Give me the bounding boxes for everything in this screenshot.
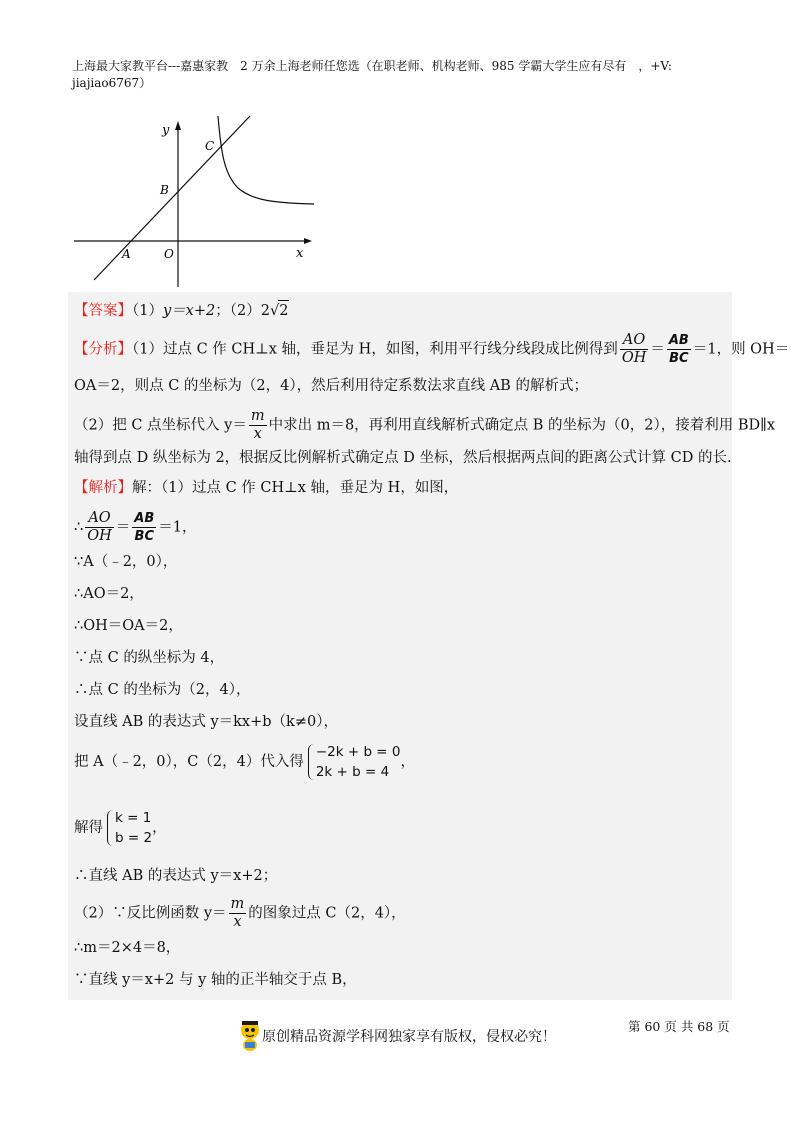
fraction-ao-oh: $\frac{AO}{OH}$ [621,332,647,366]
solution-line-14: ∵直线 y＝x+2 与 y 轴的正半轴交于点 B， [74,972,357,988]
solution-line-9: 把 A（﹣2，0），C（2，4）代入得 −2k + b = 0 2k + b = 4 ， [74,744,415,780]
solution-line-12: （2）∵反比例函数 y＝ $\frac{m}{x}$ 的图象过点 C（2，4）， [74,896,406,930]
mascot-icon [237,1018,265,1052]
answer-line: 【答案】（1）y＝x+2；（2）2√2 [74,300,289,321]
solution-tag: 【解析】 [74,480,132,496]
solution-line-7: ∴点 C 的坐标为（2，4）， [74,682,251,698]
solution-line-6: ∵点 C 的纵坐标为 4， [74,650,225,666]
solution-system: k = 1 b = 2 [105,808,152,848]
solution-line-1: 【解析】解：（1）过点 C 作 CH⊥x 轴，垂足为 H，如图， [74,480,459,496]
label-x: x [296,246,304,261]
solution-line-8: 设直线 AB 的表达式 y＝kx+b（k≠0）， [74,714,338,730]
label-o: O [164,247,174,261]
solution-line-10: 解得 k = 1 b = 2 ， [74,810,167,846]
fraction-m-x: $\frac{m}{x}$ [250,408,265,442]
footer-copyright: 原创精品资源学科网独家享有版权，侵权必究！ [262,1029,556,1045]
analysis-line-4: 轴得到点 D 纵坐标为 2，根据反比例解析式确定点 D 坐标，然后根据两点间的距离公式计算 CD 的长. [74,450,732,466]
analysis-line-1: 【分析】（1）过点 C 作 CH⊥x 轴，垂足为 H，如图，利用平行线分线段成比例得到 $\frac{AO}{OH}$ ＝ $\frac{AB}{BC}$ ＝1，则 OH＝ [74,332,790,366]
solution-line-11: ∴直线 AB 的表达式 y＝x+2； [74,868,278,884]
solution-line-4: ∴AO＝2， [74,586,144,602]
answer-tag: 【答案】 [74,303,132,319]
label-b: B [160,183,169,197]
y-axis-arrow [175,121,181,130]
solution-line-5: ∴OH＝OA＝2， [74,618,183,634]
solution-line-2: ∴ $\frac{AO}{OH}$ ＝ $\frac{AB}{BC}$ ＝1， [74,510,197,544]
label-c: C [205,139,215,153]
page-header: 上海最大家教平台---嘉惠家教 2 万余上海老师任您选（在职老师、机构老师、985 学霸大学生应有尽有 ，+V: jiajiao6767） [72,59,672,90]
analysis-tag: 【分析】 [74,341,132,358]
coordinate-figure [72,112,322,292]
answer-panel [68,292,790,1000]
equation-system: −2k + b = 0 2k + b = 4 [306,742,401,782]
page-number: 第 60 页 共 68 页 [628,1019,730,1034]
label-a: A [122,247,131,261]
analysis-line-3: （2）把 C 点坐标代入 y＝ $\frac{m}{x}$ 中求出 m＝8，再利用直线解析式确定点 B 的坐标为（0，2），接着利用 BD∥x [74,408,776,442]
label-y: y [162,123,170,138]
hyperbola-curve [218,116,314,204]
x-axis-arrow [304,238,312,244]
fraction-ab-bc: $\frac{AB}{BC}$ [668,333,689,366]
solution-line-3: ∵A（﹣2，0）， [74,554,178,570]
solution-line-13: ∴m＝2×4＝8， [74,940,181,956]
analysis-line-2: OA＝2，则点 C 的坐标为（2，4），然后利用待定系数法求直线 AB 的解析式； [74,378,588,394]
